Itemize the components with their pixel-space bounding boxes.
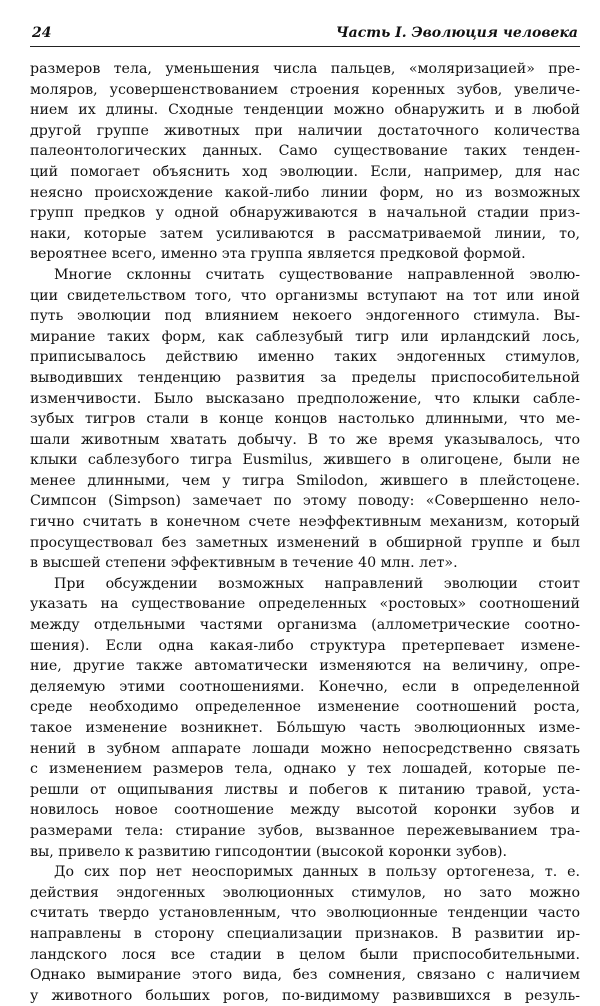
text-line: палеонтологических данных. Само существование таких тенден- (30, 143, 580, 160)
text-line: шали животным хватать добычу. В то же время указывалось, что (30, 431, 580, 448)
text-line: нений в зубном аппарате лошади можно непосредственно связать (30, 740, 580, 757)
text-line: ций помогает объяснить ход эволюции. Если, например, для нас (30, 163, 580, 180)
text-line: Однако вымирание этого вида, без сомнения, связано с наличием (30, 967, 580, 984)
page-number: 24 (32, 25, 52, 41)
text-line: изменчивости. Было высказано предположение, что клыки сабле- (30, 390, 580, 407)
text-line: другой группе животных при наличии достаточного количества (30, 122, 580, 139)
body-text (30, 59, 580, 1006)
text-line: зубых тигров стали в конце концов настолько длинными, что ме- (30, 411, 580, 428)
text-line: ции свидетельством того, что организмы вступают на тот или иной (30, 287, 580, 304)
text-line: размерами тела: стирание зубов, вызванное пережевыванием тра- (30, 822, 580, 839)
text-line: моляров, усовершенствованием строения коренных зубов, увеличе- (30, 81, 580, 98)
text-line: выводивших тенденцию развития за пределы приспособительной (30, 369, 580, 386)
text-line: менее длинными, чем у тигра Smilodon, жившего в плейстоцене. (30, 472, 580, 489)
text-line: ние, другие также автоматически изменяются на величину, опре- (30, 658, 580, 675)
text-line: клыки саблезубого тигра Eusmilus, жившего в олигоцене, были не (30, 452, 580, 469)
text-line: новилось новое соотношение между высотой коронки зубов и (30, 802, 580, 819)
text-line: вы, привело к развитию гипсодонтии (высокой коронки зубов). (30, 843, 508, 860)
text-line: считать твердо установленным, что эволюционные тенденции часто (30, 905, 580, 922)
text-line: Многие склонны считать существование направленной эволю- (54, 266, 580, 283)
text-line: размеров тела, уменьшения числа пальцев, «моляризацией» пре- (30, 61, 580, 77)
text-line: приписывалось действию именно таких эндогенных стимулов, (30, 349, 580, 366)
text-line: нием их длины. Сходные тенденции можно обнаружить и в любой (30, 102, 580, 119)
text-line: При обсуждении возможных направлений эволюции стоит (54, 575, 580, 592)
text-line: До сих пор нет неоспоримых данных в пользу ортогенеза, т. е. (54, 864, 580, 881)
text-line: мирание таких форм, как саблезубый тигр или ирландский лось, (30, 328, 580, 345)
text-line: среде необходимо определенное изменение соотношений роста, (30, 699, 580, 716)
text-line: шения). Если одна какая-либо структура претерпевает измене- (30, 637, 580, 654)
text-line: решли от ощипывания листвы и побегов к питанию травой, уста- (30, 781, 580, 798)
text-line: групп предков у одной обнаруживаются в начальной стадии приз- (30, 205, 580, 222)
text-line: вероятнее всего, именно эта группа является предковой формой. (30, 246, 526, 263)
text-line: между отдельными частями организма (аллометрические соотно- (30, 617, 580, 634)
text-line: Симпсон (Simpson) замечает по этому поводу: «Совершенно нело- (30, 493, 580, 510)
text-line: ландского лося все стадии в целом были приспособительными. (30, 946, 580, 963)
text-line: гично считать в конечном счете неэффективным механизм, который (30, 514, 580, 531)
text-line: с изменением размеров тела, однако у тех лошадей, которые пе- (30, 761, 580, 778)
text-line: наки, которые затем усиливаются в рассматриваемой линии, то, (30, 225, 580, 242)
text-line: такое изменение возникнет. Бо́льшую часть эволюционных изме- (30, 720, 580, 736)
text-line: деляемую этими соотношениями. Конечно, если в определенной (30, 678, 580, 695)
text-line: путь эволюции под влиянием некоего эндогенного стимула. Вы- (30, 308, 580, 325)
text-line: просуществовал без заметных изменений в обширной группе и был (30, 534, 580, 551)
text-line: действия эндогенных эволюционных стимулов, но зато можно (30, 884, 580, 901)
section-title: Часть I. Эволюция человека (335, 25, 578, 41)
text-line: указать на существование определенных «ростовых» соотношений (30, 596, 580, 613)
text-line: неясно происхождение какой-либо линии форм, но из возможных (30, 184, 580, 201)
running-header (30, 20, 580, 47)
text-line: в высшей степени эффективным в течение 40 млн. лет». (30, 555, 458, 572)
text-line: направлены в сторону специализации признаков. В развитии ир- (30, 925, 580, 942)
text-line: у животного больших рогов, по-видимому развившихся в резуль- (30, 987, 580, 1004)
book-page (30, 20, 580, 1006)
